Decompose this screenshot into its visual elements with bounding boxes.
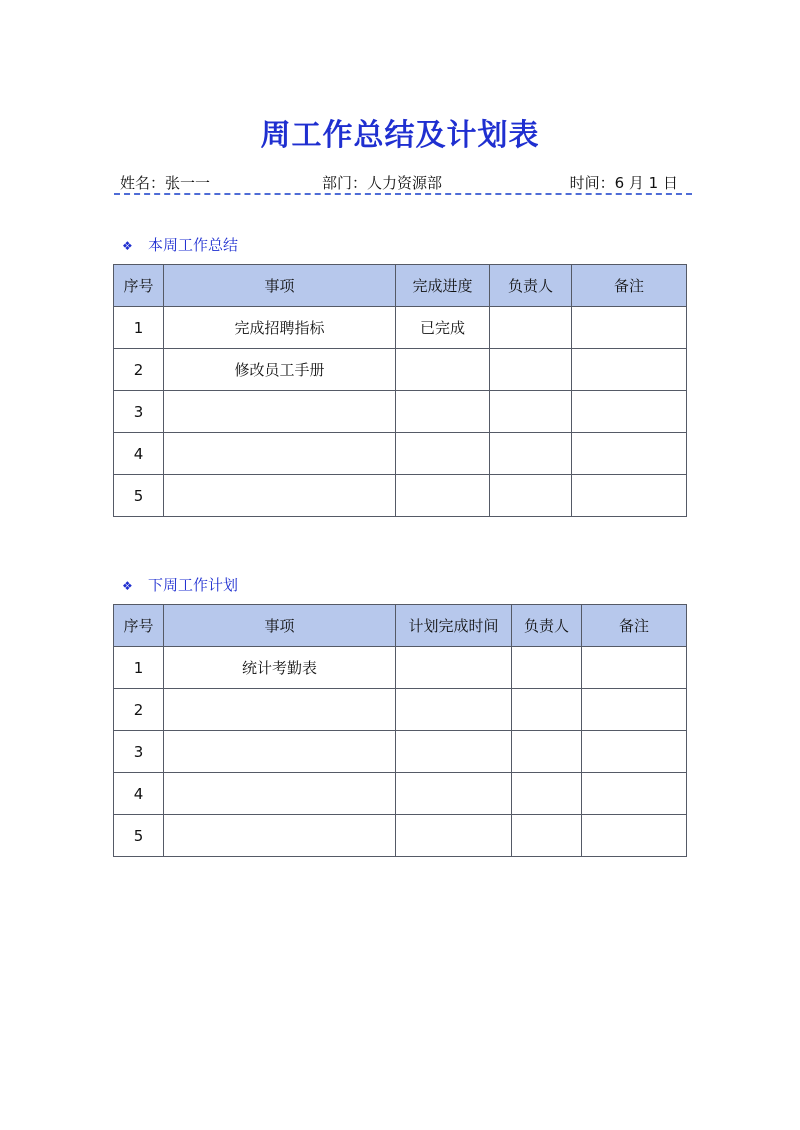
table-cell <box>582 689 687 731</box>
table-cell <box>490 349 572 391</box>
table-cell <box>512 815 582 857</box>
summary-heading-text: 本周工作总结 <box>148 236 239 254</box>
header-progress: 完成进度 <box>396 265 490 307</box>
table-cell <box>490 391 572 433</box>
table-cell <box>164 391 396 433</box>
table-cell <box>572 433 687 475</box>
time-field: 时间：6 月 1 日 <box>569 174 678 192</box>
dashed-divider <box>114 193 692 195</box>
table-cell <box>396 475 490 517</box>
table-cell <box>164 475 396 517</box>
header-planned-time: 计划完成时间 <box>396 605 512 647</box>
name-field: 姓名：张一一 <box>120 174 211 192</box>
table-cell <box>582 815 687 857</box>
table-row <box>114 307 687 349</box>
table-row <box>114 433 687 475</box>
summary-section-heading <box>122 234 238 255</box>
table-cell <box>164 731 396 773</box>
table-cell: 5 <box>114 475 164 517</box>
table-cell: 4 <box>114 433 164 475</box>
table-cell <box>572 307 687 349</box>
table-cell <box>582 647 687 689</box>
table-cell <box>396 433 490 475</box>
info-row <box>116 172 690 194</box>
diamond-bullet-icon: ❖ <box>122 579 133 593</box>
table-header-row <box>114 605 687 647</box>
table-cell: 2 <box>114 689 164 731</box>
diamond-bullet-icon: ❖ <box>122 239 133 253</box>
table-row <box>114 475 687 517</box>
plan-table <box>113 604 687 857</box>
table-cell <box>396 391 490 433</box>
table-cell: 3 <box>114 391 164 433</box>
plan-heading-text: 下周工作计划 <box>148 576 239 594</box>
table-row <box>114 391 687 433</box>
summary-table <box>113 264 687 517</box>
table-cell: 3 <box>114 731 164 773</box>
table-row <box>114 815 687 857</box>
header-owner: 负责人 <box>512 605 582 647</box>
table-cell <box>164 773 396 815</box>
table-cell: 5 <box>114 815 164 857</box>
table-cell <box>490 433 572 475</box>
header-item: 事项 <box>164 605 396 647</box>
table-cell <box>512 773 582 815</box>
department-field: 部门：人力资源部 <box>322 174 443 192</box>
table-cell <box>490 475 572 517</box>
table-cell <box>490 307 572 349</box>
table-cell: 1 <box>114 647 164 689</box>
table-cell <box>572 391 687 433</box>
table-cell <box>164 433 396 475</box>
table-cell <box>582 773 687 815</box>
table-cell <box>164 815 396 857</box>
plan-section-heading <box>122 574 238 595</box>
table-cell <box>512 731 582 773</box>
table-cell <box>396 773 512 815</box>
table-cell: 修改员工手册 <box>164 349 396 391</box>
table-cell: 完成招聘指标 <box>164 307 396 349</box>
header-owner: 负责人 <box>490 265 572 307</box>
table-cell: 已完成 <box>396 307 490 349</box>
page-title: 周工作总结及计划表 <box>260 118 540 153</box>
table-cell <box>164 689 396 731</box>
table-cell: 4 <box>114 773 164 815</box>
table-cell: 统计考勤表 <box>164 647 396 689</box>
table-cell: 2 <box>114 349 164 391</box>
header-notes: 备注 <box>582 605 687 647</box>
table-row <box>114 773 687 815</box>
table-row <box>114 731 687 773</box>
table-cell <box>512 689 582 731</box>
table-cell <box>572 475 687 517</box>
table-cell <box>572 349 687 391</box>
table-cell <box>396 689 512 731</box>
table-cell <box>512 647 582 689</box>
table-header-row <box>114 265 687 307</box>
header-notes: 备注 <box>572 265 687 307</box>
table-cell <box>396 815 512 857</box>
header-index: 序号 <box>114 605 164 647</box>
table-cell <box>582 731 687 773</box>
table-row <box>114 647 687 689</box>
table-cell: 1 <box>114 307 164 349</box>
table-cell <box>396 647 512 689</box>
table-cell <box>396 349 490 391</box>
header-item: 事项 <box>164 265 396 307</box>
table-row <box>114 349 687 391</box>
header-index: 序号 <box>114 265 164 307</box>
table-row <box>114 689 687 731</box>
table-cell <box>396 731 512 773</box>
